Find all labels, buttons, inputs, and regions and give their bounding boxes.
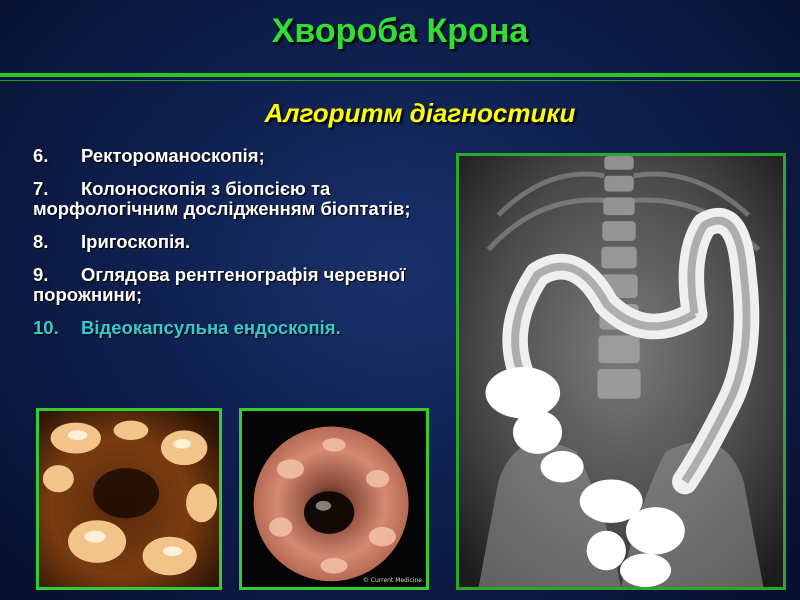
step-9 — [33, 265, 443, 305]
step-6 — [33, 146, 443, 166]
step-text: Ректороманоскопія; — [81, 145, 265, 166]
step-text: Іригоскопія. — [81, 231, 191, 252]
title-divider — [0, 73, 800, 77]
barium-enema-xray-image — [456, 153, 786, 590]
slide-title: Хвороба Крона — [271, 12, 529, 50]
step-text: Оглядова рентгенографія черевної порожнини; — [33, 264, 406, 305]
step-number: 6. — [33, 145, 49, 166]
diagnostic-steps-list — [33, 146, 443, 351]
title-divider-thin — [0, 80, 800, 81]
step-7 — [33, 179, 443, 219]
slide-subtitle: Алгоритм діагностики — [264, 98, 576, 128]
image-credit: © Current Medicine — [362, 577, 422, 584]
step-8 — [33, 232, 443, 252]
step-number: 9. — [33, 264, 49, 285]
endoscopy-mucosa-image — [36, 408, 222, 590]
step-text: Колоноскопія з біопсією та морфологічним дослідженням біоптатів; — [33, 178, 411, 219]
step-10 — [33, 318, 443, 338]
capsule-endoscopy-image — [239, 408, 429, 590]
step-number: 7. — [33, 178, 49, 199]
step-number: 10. — [33, 317, 59, 338]
step-number: 8. — [33, 231, 49, 252]
step-text: Відеокапсульна ендоскопія. — [81, 317, 341, 338]
